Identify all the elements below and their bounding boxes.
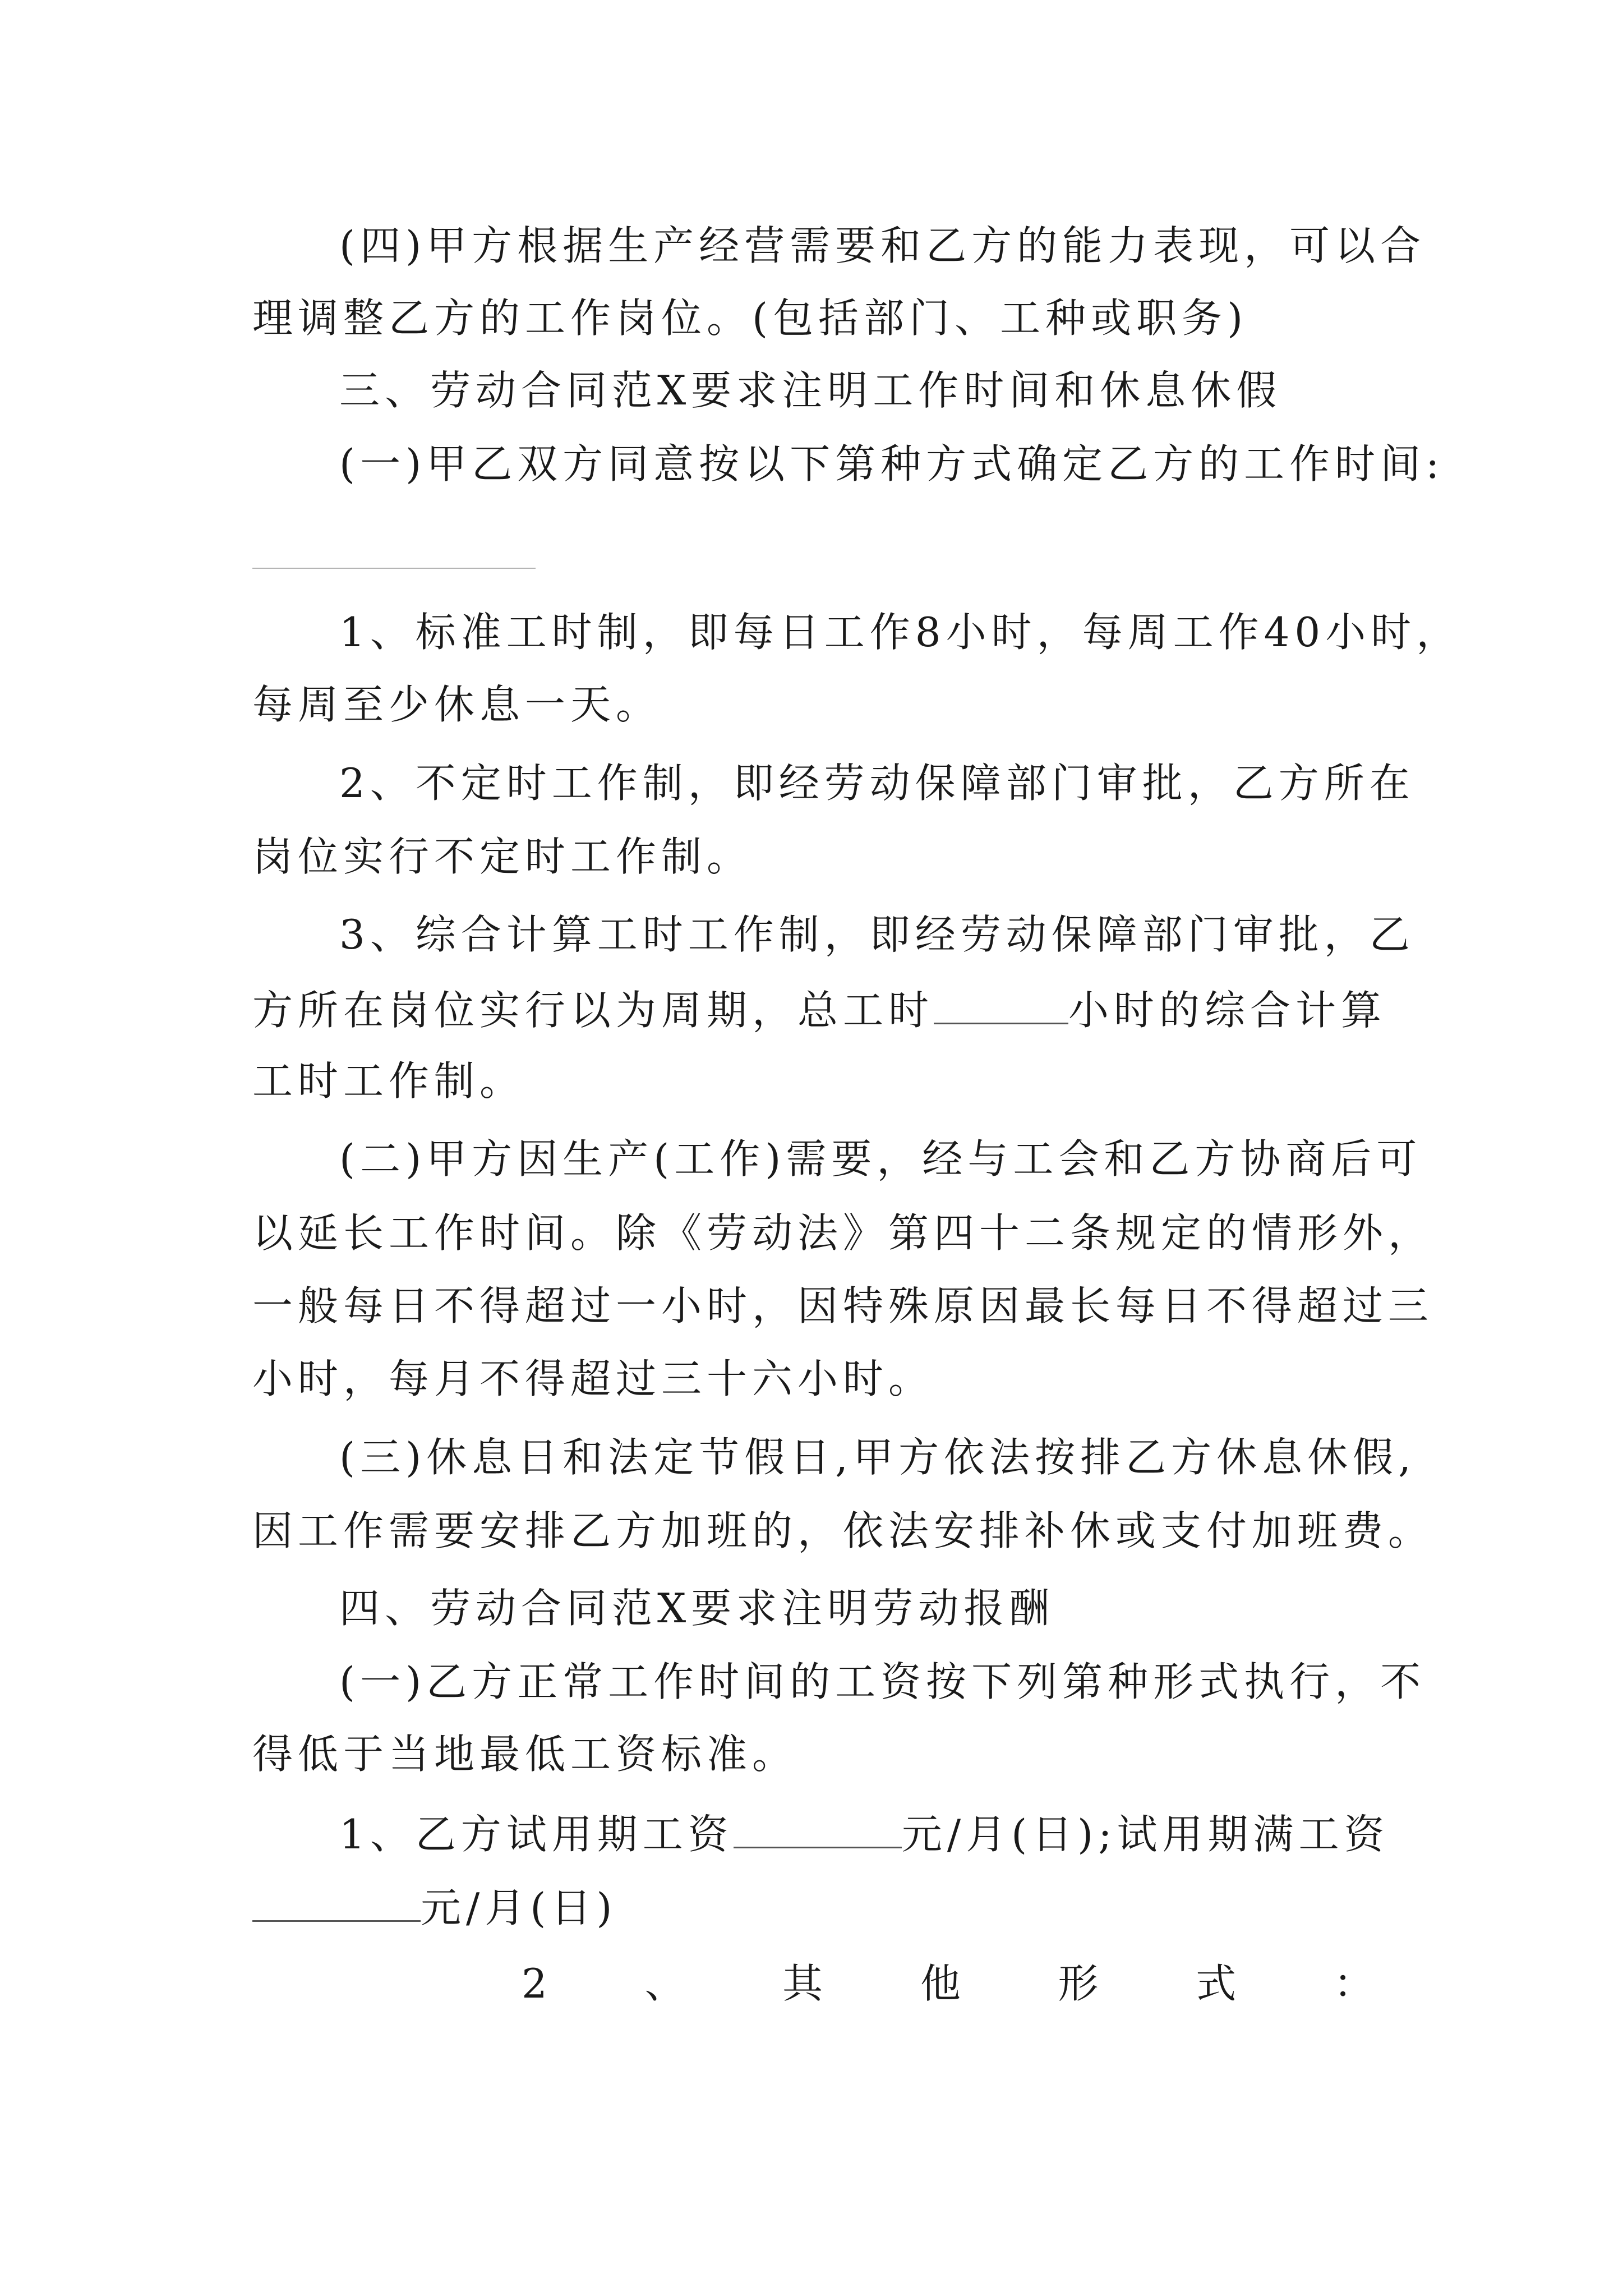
text-run: 小时的综合计算 (1068, 987, 1387, 1034)
paragraph-line: 小时，每月不得超过三十六小时。 (252, 1355, 934, 1402)
footnote-rule (252, 568, 536, 569)
paragraph-line (339, 1810, 1391, 1858)
paragraph-line: (四)甲方根据生产经营需要和乙方的能力表现，可以合 (339, 222, 1426, 269)
paragraph-line: 每周至少休息一天。 (252, 681, 662, 728)
spaced-char: ： (1333, 1960, 1374, 2007)
paragraph-line: 理调整乙方的工作岗位。(包括部门、工种或职务) (252, 295, 1248, 342)
paragraph-line (252, 1883, 1391, 1931)
section-heading-4: 四、劳动合同范X要求注明劳动报酬 (339, 1585, 1055, 1632)
text-run: 方所在岗位实行以为周期，总工时 (252, 987, 934, 1034)
text-run: 元/月(日);试用期满工资 (901, 1811, 1390, 1858)
paragraph-line: 以延长工作时间。除《劳动法》第四十二条规定的情形外， (252, 1209, 1434, 1257)
paragraph-line: (三)休息日和法定节假日,甲方依法按排乙方休息休假, (339, 1434, 1416, 1481)
paragraph-line: 2、不定时工作制，即经劳动保障部门审批，乙方所在 (339, 760, 1415, 807)
fill-in-blank (252, 1883, 421, 1922)
paragraph-line: 工时工作制。 (252, 1057, 525, 1105)
text-run: 元/月(日) (421, 1884, 617, 1931)
spaced-char: 式 (1196, 1960, 1237, 2007)
spaced-char: 他 (920, 1960, 961, 2007)
paragraph-line: 因工作需要安排乙方加班的，依法安排补休或支付加班费。 (252, 1507, 1434, 1554)
spaced-char: 2 (522, 1960, 547, 2007)
spaced-char: 、 (644, 1960, 685, 2007)
text-run: 1、乙方试用期工资 (339, 1811, 734, 1858)
paragraph-line: 岗位实行不定时工作制。 (252, 833, 753, 880)
paragraph-line: 3、综合计算工时工作制，即经劳动保障部门审批，乙 (339, 911, 1415, 958)
paragraph-line: (二)甲方因生产(工作)需要，经与工会和乙方协商后可 (339, 1135, 1422, 1182)
fill-in-blank (734, 1810, 902, 1848)
paragraph-line: 1、标准工时制，即每日工作8小时，每周工作40小时， (339, 609, 1462, 656)
paragraph-line (252, 986, 1391, 1034)
paragraph-line-spaced (522, 1961, 1374, 2006)
spaced-char: 其 (782, 1960, 823, 2007)
section-heading-3: 三、劳动合同范X要求注明工作时间和休息休假 (339, 367, 1282, 414)
paragraph-line: (一)甲乙双方同意按以下第种方式确定乙方的工作时间: (339, 440, 1445, 487)
paragraph-line: (一)乙方正常工作时间的工资按下列第种形式执行，不 (339, 1658, 1426, 1705)
paragraph-line: 一般每日不得超过一小时，因特殊原因最长每日不得超过三 (252, 1282, 1434, 1329)
paragraph-line: 得低于当地最低工资标准。 (252, 1731, 798, 1778)
spaced-char: 形 (1058, 1960, 1099, 2007)
fill-in-blank (934, 986, 1068, 1024)
